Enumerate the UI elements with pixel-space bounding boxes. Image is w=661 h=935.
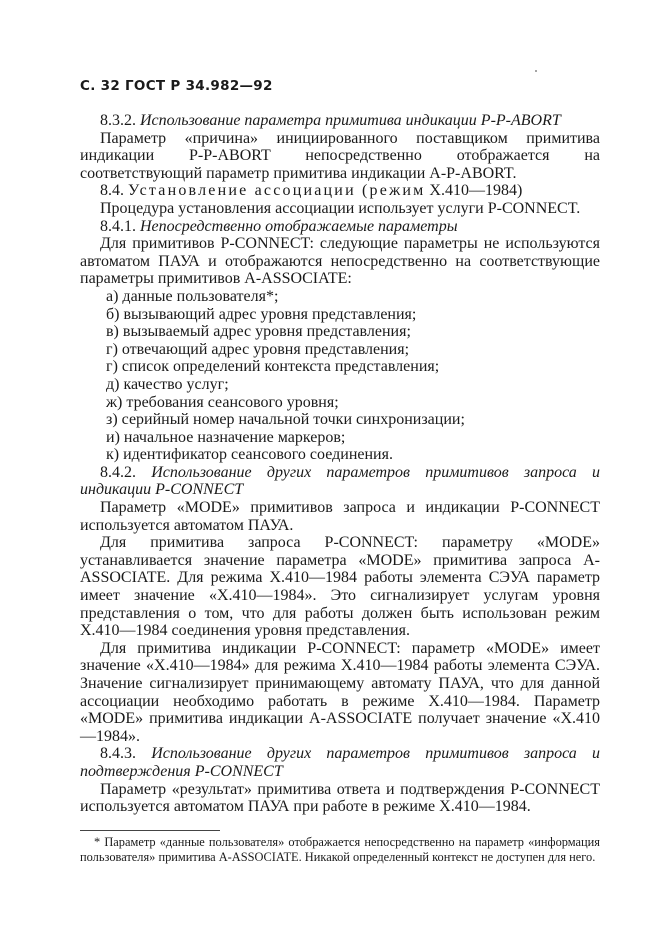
- section-number: 8.4.: [100, 182, 124, 200]
- page-speck: [535, 70, 537, 72]
- list-item: з) серийный номер начальной точки синхронизации;: [106, 411, 465, 429]
- list-item: в) вызываемый адрес уровня представления;: [106, 323, 411, 341]
- section-number: 8.3.2.: [100, 112, 136, 129]
- section-title: Установление ассоциации (режим: [128, 182, 426, 200]
- section-title-tail: X.410—1984): [425, 182, 523, 200]
- list-item: г) список определений контекста представления;: [106, 358, 440, 376]
- section-title: Использование других параметров примитивов запроса и индикации P-CONNECT: [80, 463, 600, 499]
- list-item: к) идентификатор сеансового соединения.: [106, 446, 393, 464]
- section-title: Использование параметра примитива индикации P-P-ABORT: [140, 112, 561, 129]
- list-item: г) отвечающий адрес уровня представления;: [106, 340, 410, 358]
- page-header: С. 32 ГОСТ Р 34.982—92: [80, 78, 273, 94]
- section-number: 8.4.1.: [100, 217, 136, 235]
- section-number: 8.4.3.: [100, 745, 136, 763]
- section-title: Использование других параметров примитивов запроса и подтверждения P-CONNECT: [80, 745, 600, 780]
- paragraph: Для примитивов P-CONNECT: следующие параметры не используются автоматом ПАУА и отображаются непосредственно на соответствующие параметры примитивов A-ASSOCIATE:: [80, 235, 600, 288]
- section-number: 8.4.2.: [100, 463, 136, 481]
- paragraph: Процедура установления ассоциации использует услуги P-CONNECT.: [100, 199, 581, 217]
- paragraph: Для примитива индикации P-CONNECT: параметр «MODE» имеет значение «X.410—1984» для режима X.410—1984 работы элемента СЭУА. Значение сигнализирует принимающему автомату ПАУА, что для данной ассоциации необходимо работать в режиме X.410—1984. Параметр «MODE» примитива индикации A-ASSOCIATE получает значение «X.410—1984».: [80, 639, 600, 745]
- footnote: * Параметр «данные пользователя» отображается непосредственно на параметр «информация пользователя» примитива A-ASSOCIATE. Никакой определенный контекст не доступен для него.: [80, 834, 600, 864]
- list-item: а) данные пользователя*;: [106, 287, 279, 305]
- list-item: д) качество услуг;: [106, 375, 229, 393]
- section-8-3-2-heading: [80, 112, 600, 130]
- list-item: б) вызывающий адрес уровня представления;: [106, 305, 417, 323]
- section-8-4-2-heading: [80, 464, 600, 499]
- list-item: ж) требования сеансового уровня;: [106, 393, 339, 411]
- paragraph: Параметр «MODE» примитивов запроса и индикации P-CONNECT используется автоматом ПАУА.: [80, 499, 600, 534]
- paragraph: Параметр «результат» примитива ответа и подтверждения P-CONNECT используется автоматом ПАУА при работе в режиме X.410—1984.: [80, 780, 600, 816]
- section-8-4-1-heading: [80, 218, 600, 236]
- section-8-4-heading: [80, 182, 600, 200]
- paragraph: Для примитива запроса P-CONNECT: параметру «MODE» устанавливается значение параметра «MODE» примитива запроса A-ASSOCIATE. Для режима X.410—1984 работы элемента СЭУА параметр имеет значение «X.410—1984». Это сигнализирует услугам уровня представления о том, что для работы должен быть использован режим X.410—1984 соединения уровня представления.: [80, 534, 600, 640]
- section-8-4-3-heading: [80, 745, 600, 780]
- document-page: [80, 78, 600, 864]
- list-item: и) начальное назначение маркеров;: [106, 428, 346, 446]
- paragraph: Параметр «причина» инициированного поставщиком примитива индикации P-P-ABORT непосредственно отображается на соответствующий параметр примитива индикации A-P-ABORT.: [80, 129, 600, 182]
- footnote-divider: [80, 830, 220, 831]
- section-title: Непосредственно отображаемые параметры: [140, 217, 458, 235]
- parameter-list: [80, 288, 600, 464]
